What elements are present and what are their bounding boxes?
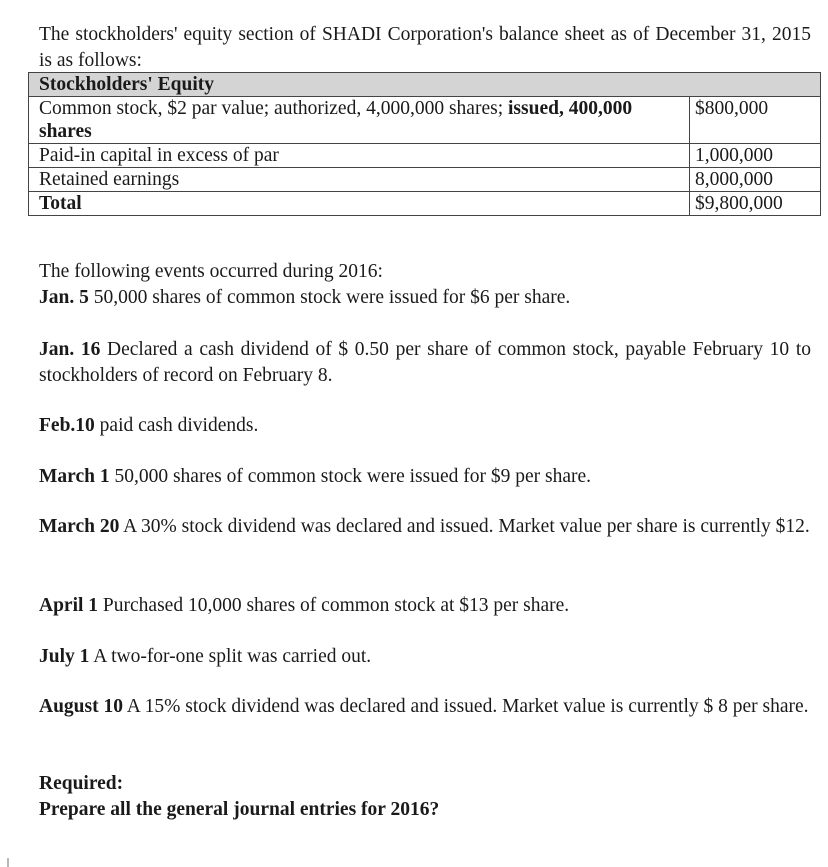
events-block-1 — [39, 259, 811, 311]
event-text: A two-for-one split was carried out. — [89, 646, 372, 667]
total-label: Total — [29, 192, 690, 216]
stockholders-equity-table — [28, 72, 821, 216]
event-date: April 1 — [39, 595, 99, 616]
event-item — [39, 337, 811, 389]
required-section — [39, 771, 811, 823]
event-item — [39, 694, 811, 720]
retained-earnings-label: Retained earnings — [29, 168, 690, 192]
required-question: Prepare all the general journal entries for 2016? — [39, 799, 440, 820]
event-item — [39, 464, 811, 490]
event-text: A 30% stock dividend was declared and issued. Market value per share is currently $12. — [119, 516, 810, 537]
intro-paragraph: The stockholders' equity section of SHADI Corporation's balance sheet as of December 31, 2015 is as follows: — [39, 24, 811, 71]
common-stock-label-bold: issued, 400,000 shares — [39, 98, 633, 142]
event-date: Feb.10 — [39, 415, 95, 436]
event-date: Jan. 16 — [39, 339, 101, 360]
event-text: A 15% stock dividend was declared and issued. Market value is currently $ 8 per share. — [122, 696, 809, 717]
event-date: March 1 — [39, 466, 110, 487]
page-edge-mark — [7, 858, 9, 867]
event-item — [39, 285, 811, 311]
event-text: 50,000 shares of common stock were issued for $6 per share. — [88, 287, 571, 308]
table-row — [29, 97, 821, 144]
table-header-row — [29, 73, 821, 97]
paid-in-capital-label: Paid-in capital in excess of par — [29, 144, 690, 168]
events-intro: The following events occurred during 2016: — [39, 261, 383, 282]
event-item — [39, 413, 811, 439]
common-stock-label — [29, 97, 690, 144]
event-text: 50,000 shares of common stock were issued for $9 per share. — [109, 466, 592, 487]
event-date: July 1 — [39, 646, 90, 667]
table-total-row — [29, 192, 821, 216]
event-text: Purchased 10,000 shares of common stock at $13 per share. — [98, 595, 570, 616]
paid-in-capital-amount: 1,000,000 — [690, 144, 821, 168]
event-item — [39, 514, 811, 540]
event-date: August 10 — [39, 696, 123, 717]
common-stock-label-text: Common stock, $2 par value; authorized, 4,000,000 shares; — [39, 98, 508, 119]
retained-earnings-amount: 8,000,000 — [690, 168, 821, 192]
common-stock-amount: $800,000 — [690, 97, 821, 144]
required-heading: Required: — [39, 773, 124, 794]
event-text: paid cash dividends. — [94, 415, 259, 436]
event-date: March 20 — [39, 516, 120, 537]
table-row — [29, 144, 821, 168]
total-amount: $9,800,000 — [690, 192, 821, 216]
event-date: Jan. 5 — [39, 287, 89, 308]
table-row — [29, 168, 821, 192]
table-header: Stockholders' Equity — [29, 73, 821, 97]
event-item — [39, 644, 811, 670]
event-item — [39, 593, 811, 619]
event-text: Declared a cash dividend of $ 0.50 per share of common stock, payable February 10 to stockholders of record on February 8. — [39, 339, 811, 386]
